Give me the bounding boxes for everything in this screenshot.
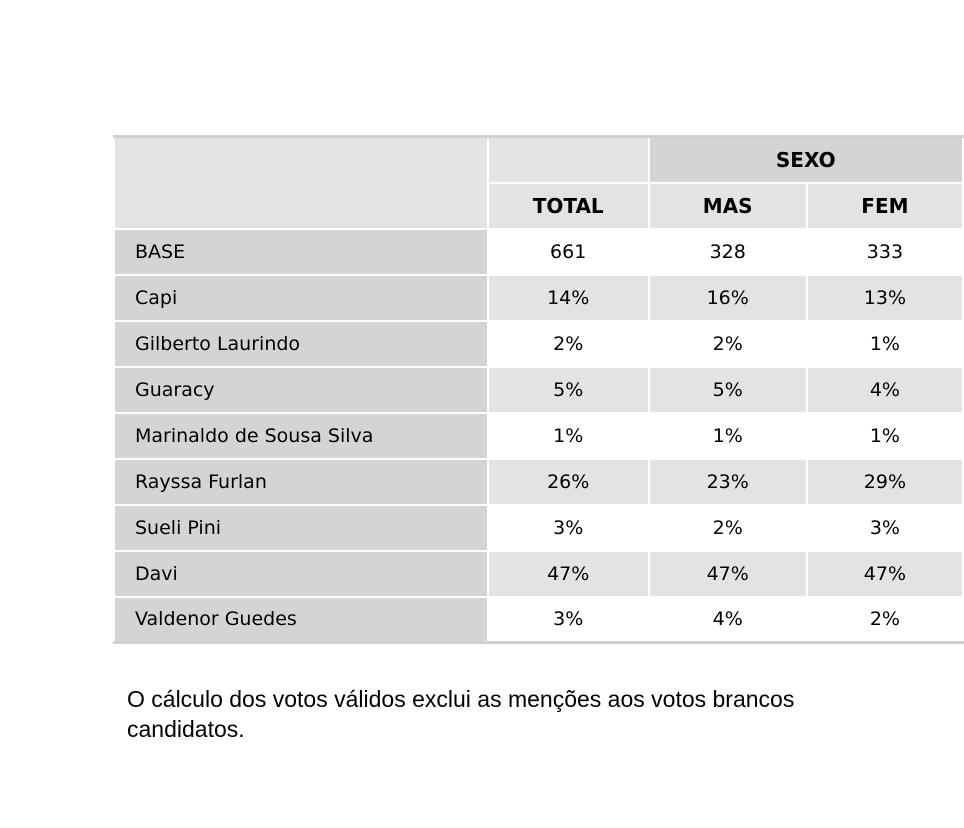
cell-mas: 16%: [649, 275, 807, 321]
cell-mas: 2%: [649, 321, 807, 367]
header-corner-cell: [114, 137, 488, 229]
cell-mas: 1%: [649, 413, 807, 459]
table-row: [114, 551, 963, 597]
footnote-line-1: O cálculo dos votos válidos exclui as menções aos votos brancos: [127, 686, 795, 712]
row-label: Guaracy: [114, 367, 488, 413]
cell-mas: 2%: [649, 505, 807, 551]
table-row: [114, 413, 963, 459]
cell-mas: 328: [649, 229, 807, 275]
row-label: BASE: [114, 229, 488, 275]
header-group-sexo: SEXO: [649, 137, 963, 183]
row-label: Rayssa Furlan: [114, 459, 488, 505]
cell-total: 3%: [488, 597, 649, 643]
row-label: Marinaldo de Sousa Silva: [114, 413, 488, 459]
cell-total: 2%: [488, 321, 649, 367]
cell-fem: 1%: [807, 413, 963, 459]
row-label: Gilberto Laurindo: [114, 321, 488, 367]
cell-mas: 4%: [649, 597, 807, 643]
results-table: [113, 135, 964, 644]
row-label: Sueli Pini: [114, 505, 488, 551]
cell-fem: 1%: [807, 321, 963, 367]
table-row: [114, 275, 963, 321]
header-total: TOTAL: [488, 183, 649, 229]
cell-fem: 29%: [807, 459, 963, 505]
header-row-group: [114, 137, 963, 183]
cell-fem: 4%: [807, 367, 963, 413]
cell-total: 5%: [488, 367, 649, 413]
table-row: [114, 229, 963, 275]
table-row: [114, 321, 963, 367]
table-row: [114, 459, 963, 505]
footnote-line-2: candidatos.: [127, 716, 245, 742]
cell-fem: 3%: [807, 505, 963, 551]
header-total-top-cell: [488, 137, 649, 183]
cell-total: 661: [488, 229, 649, 275]
cell-total: 1%: [488, 413, 649, 459]
cell-total: 47%: [488, 551, 649, 597]
cell-total: 3%: [488, 505, 649, 551]
header-mas: MAS: [649, 183, 807, 229]
cell-mas: 23%: [649, 459, 807, 505]
table-row: [114, 367, 963, 413]
header-fem: FEM: [807, 183, 963, 229]
cell-mas: 47%: [649, 551, 807, 597]
cell-mas: 5%: [649, 367, 807, 413]
cell-total: 26%: [488, 459, 649, 505]
cell-total: 14%: [488, 275, 649, 321]
table-row: [114, 505, 963, 551]
row-label: Valdenor Guedes: [114, 597, 488, 643]
row-label: Davi: [114, 551, 488, 597]
cell-fem: 13%: [807, 275, 963, 321]
footnote: [127, 684, 964, 764]
table-row: [114, 597, 963, 643]
cell-fem: 333: [807, 229, 963, 275]
cell-fem: 47%: [807, 551, 963, 597]
cell-fem: 2%: [807, 597, 963, 643]
row-label: Capi: [114, 275, 488, 321]
